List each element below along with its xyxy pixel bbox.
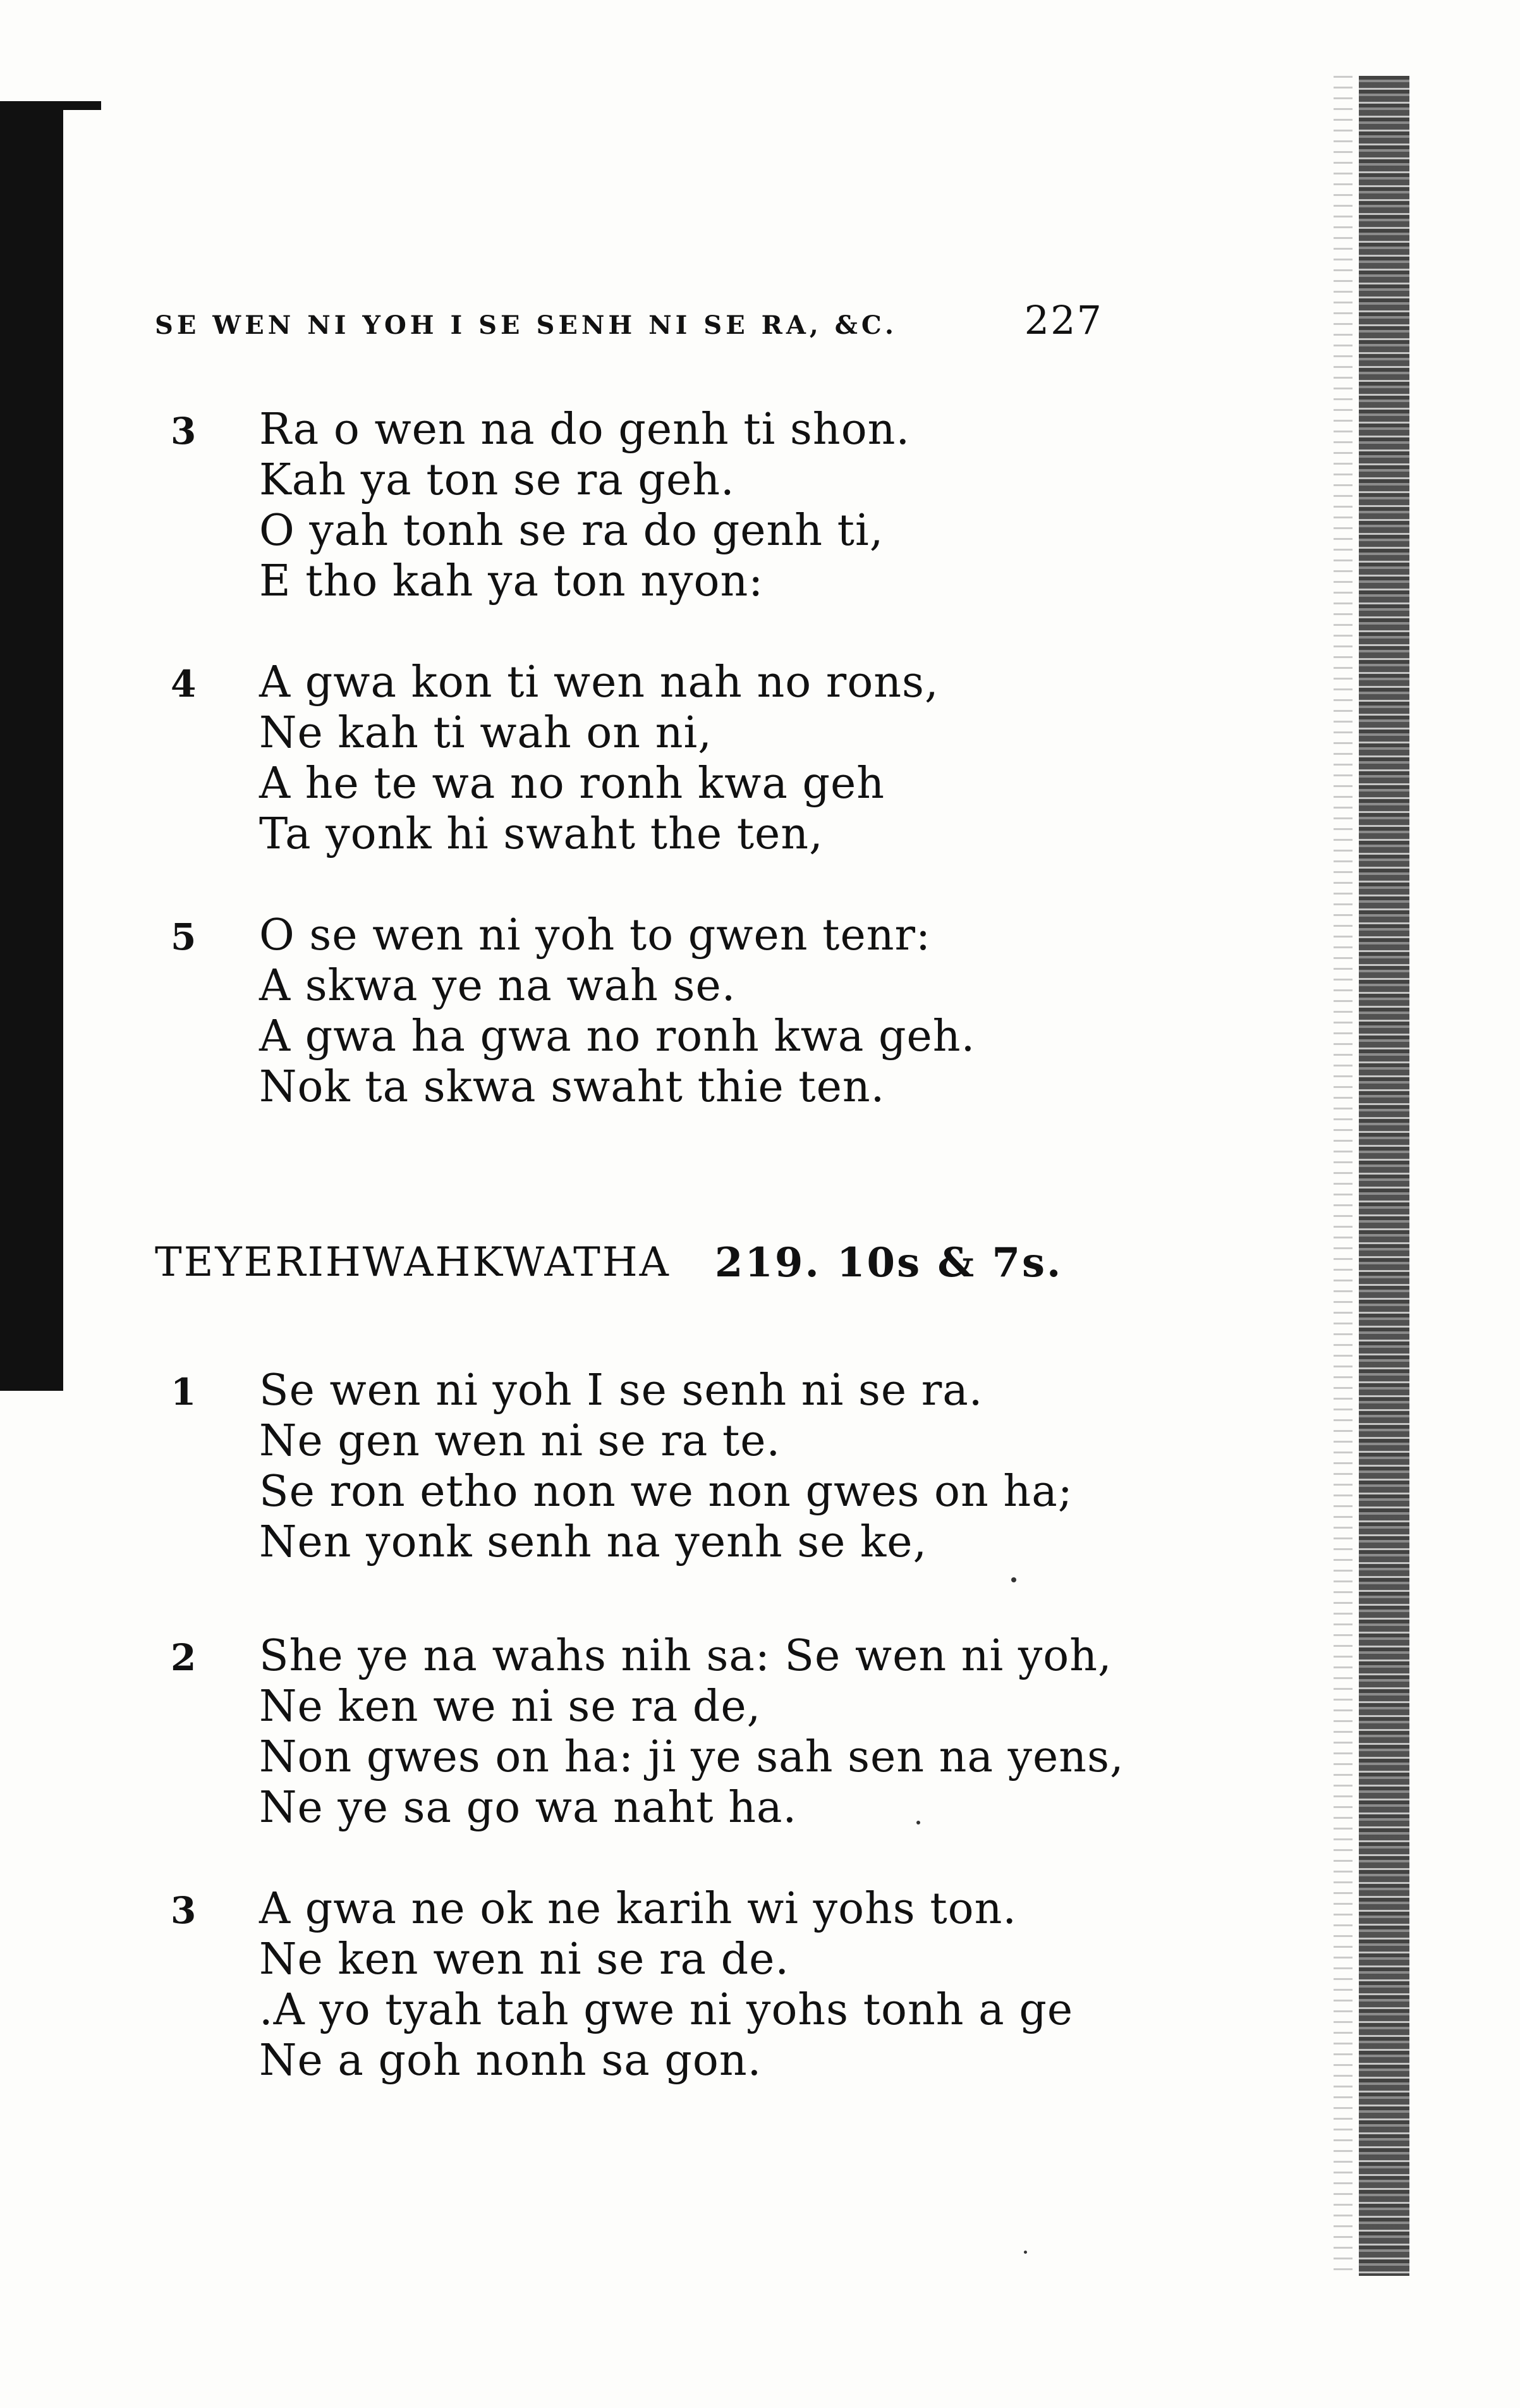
running-head: SE WEN NI YOH I SE SENH NI SE RA, &C. (155, 310, 897, 340)
verse-line: Ne gen wen ni se ra te. (259, 1416, 781, 1466)
left-page-edge-cap (0, 101, 101, 110)
verse-number: 1 (171, 1371, 197, 1414)
verse-number: 3 (171, 410, 197, 453)
verse-line: Ne ye sa go wa naht ha. (259, 1783, 798, 1833)
verse-line: Se ron etho non we non gwes on ha; (259, 1467, 1073, 1517)
verse-line: O se wen ni yoh to gwen tenr: (259, 910, 931, 960)
verse-lines (259, 657, 939, 860)
verse-line: Se wen ni yoh I se senh ni se ra. (259, 1366, 983, 1415)
verse-lines (259, 910, 975, 1113)
verse-line: Non gwes on ha: ji ye sah sen na yens, (259, 1732, 1124, 1782)
verse-line: Ne kah ti wah on ni, (259, 708, 712, 758)
verse-lines (259, 405, 910, 607)
left-page-edge (0, 101, 63, 1391)
verse-line: She ye na wahs nih sa: Se wen ni yoh, (259, 1631, 1112, 1681)
page-number: 227 (1024, 297, 1103, 343)
verse-line: A gwa ha gwa no ronh kwa geh. (259, 1011, 976, 1061)
hymn-heading (155, 1239, 1062, 1287)
verse-line: Ta yonk hi swaht the ten, (259, 809, 824, 859)
verse-line: A he te wa no ronh kwa geh (259, 759, 885, 809)
scan-speck (916, 1821, 920, 1824)
verse-lines (259, 1884, 1073, 2086)
scan-speck (1011, 1577, 1016, 1582)
verse-lines (259, 1366, 1073, 1568)
verse-line: A skwa ye na wah se. (259, 961, 736, 1011)
verse-number: 4 (171, 663, 197, 706)
verse-line: O yah tonh se ra do genh ti, (259, 506, 884, 556)
verse-line: Ne ken wen ni se ra de. (259, 1934, 790, 1984)
page-header (155, 297, 1103, 343)
hymn-number-meter: 219. 10s & 7s. (714, 1239, 1063, 1287)
verse-number: 2 (171, 1636, 197, 1679)
scan-speck (1024, 2251, 1027, 2254)
verse-line: Ra o wen na do genh ti shon. (259, 405, 911, 455)
verse-line: Ne ken we ni se ra de, (259, 1682, 762, 1732)
verse-number: 3 (171, 1889, 197, 1932)
verse-lines (259, 1631, 1124, 1833)
hymn-title: TEYERIHWAHKWATHA (155, 1239, 671, 1286)
verse-line: A gwa kon ti wen nah no rons, (259, 657, 939, 707)
verse-line: A gwa ne ok ne karih wi yohs ton. (259, 1884, 1017, 1934)
binding-gutter (1359, 76, 1409, 2276)
verse-line: Kah ya ton se ra geh. (259, 455, 735, 505)
binding-shadow (1334, 76, 1353, 2276)
verse-line: E tho kah ya ton nyon: (259, 556, 764, 606)
verse-line: .A yo tyah tah gwe ni yohs tonh a ge (259, 1985, 1074, 2035)
verse-line: Ne a goh nonh sa gon. (259, 2036, 762, 2086)
verse-line: Nok ta skwa swaht thie ten. (259, 1062, 885, 1112)
verse-number: 5 (171, 915, 197, 958)
verse-line: Nen yonk senh na yenh se ke, (259, 1517, 928, 1567)
